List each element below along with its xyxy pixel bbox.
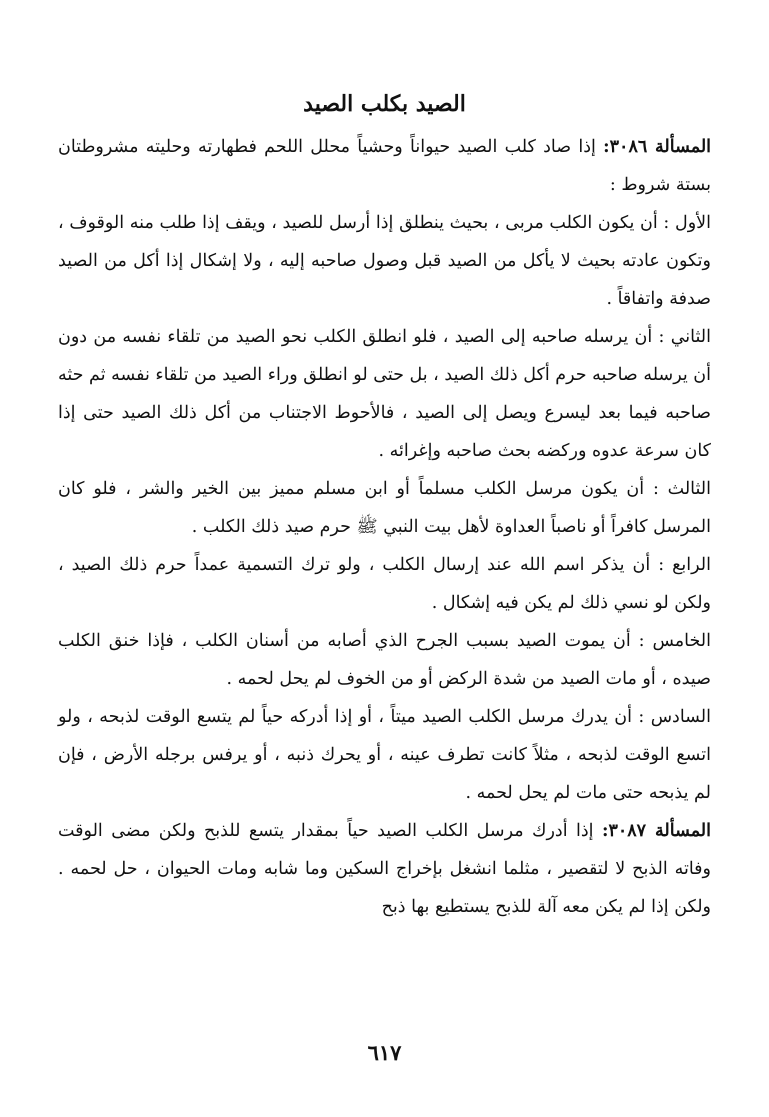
paragraph: [58, 204, 711, 318]
paragraph-text: الخامس : أن يموت الصيد بسبب الجرح الذي أصابه من أسنان الكلب ، فإذا خنق الكلب صيده ، أو مات الصيد من شدة الركض أو من الخوف لم يحل لحمه .: [58, 631, 711, 689]
page-title: الصيد بكلب الصيد: [303, 91, 466, 117]
paragraph: [58, 128, 711, 204]
paragraph: [58, 812, 711, 926]
paragraph: [58, 318, 711, 470]
paragraph-text: الأول : أن يكون الكلب مربى ، بحيث ينطلق إذا أرسل للصيد ، ويقف إذا طلب منه الوقوف ، وتكون عادته بحيث لا يأكل من الصيد قبل وصول صاحبه إليه ، ولا إشكال إذا أكل من الصيد صدفة واتفاقاً .: [58, 213, 711, 309]
paragraph: [58, 622, 711, 698]
paragraph-text: الثاني : أن يرسله صاحبه إلى الصيد ، فلو انطلق الكلب نحو الصيد من تلقاء نفسه من دون أن يرسله صاحبه حرم أكل ذلك الصيد ، بل حتى لو انطلق وراء الصيد من تلقاء نفسه ثم حثه صاحبه فيما بعد ليسرع ويصل إلى الصيد ، فالأحوط الاجتناب من أكل ذلك الصيد حتى إذا كان سرعة عدوه وركضه بحث صاحبه وإغرائه .: [58, 327, 711, 461]
page-number: ٦١٧: [367, 1040, 402, 1065]
paragraph-text: السادس : أن يدرك مرسل الكلب الصيد ميتاً ، أو إذا أدركه حياً لم يتسع الوقت لذبحه ، ولو اتسع الوقت لذبحه ، مثلاً كانت تطرف عينه ، أو يحرك ذنبه ، أو يرفس برجله الأرض ، فإن لم يذبحه حتى مات لم يحل لحمه .: [58, 707, 711, 803]
issue-label: المسألة ٣٠٨٦:: [603, 137, 712, 157]
paragraph-text: الرابع : أن يذكر اسم الله عند إرسال الكلب ، ولو ترك التسمية عمداً حرم ذلك الصيد ، ولكن لو نسي ذلك لم يكن فيه إشكال .: [58, 555, 711, 613]
paragraph-text: إذا صاد كلب الصيد حيواناً وحشياً محلل اللحم فطهارته وحليته مشروطتان بستة شروط :: [58, 137, 711, 195]
paragraph-text: الثالث : أن يكون مرسل الكلب مسلماً أو ابن مسلم مميز بين الخير والشر ، فلو كان المرسل كافراً أو ناصباً العداوة لأهل بيت النبي ﷺ حرم صيد ذلك الكلب .: [58, 479, 711, 537]
issue-label: المسألة ٣٠٨٧:: [601, 821, 712, 841]
paragraph: [58, 546, 711, 622]
paragraph-text: إذا أدرك مرسل الكلب الصيد حياً بمقدار يتسع للذبح ولكن مضى الوقت وفاته الذبح لا لتقصير ، مثلما انشغل بإخراج السكين وما شابه ومات الحيوان ، حل لحمه . ولكن إذا لم يكن معه آلة للذبح يستطيع بها ذبح: [58, 821, 711, 917]
paragraph: [58, 698, 711, 812]
paragraph: [58, 470, 711, 546]
